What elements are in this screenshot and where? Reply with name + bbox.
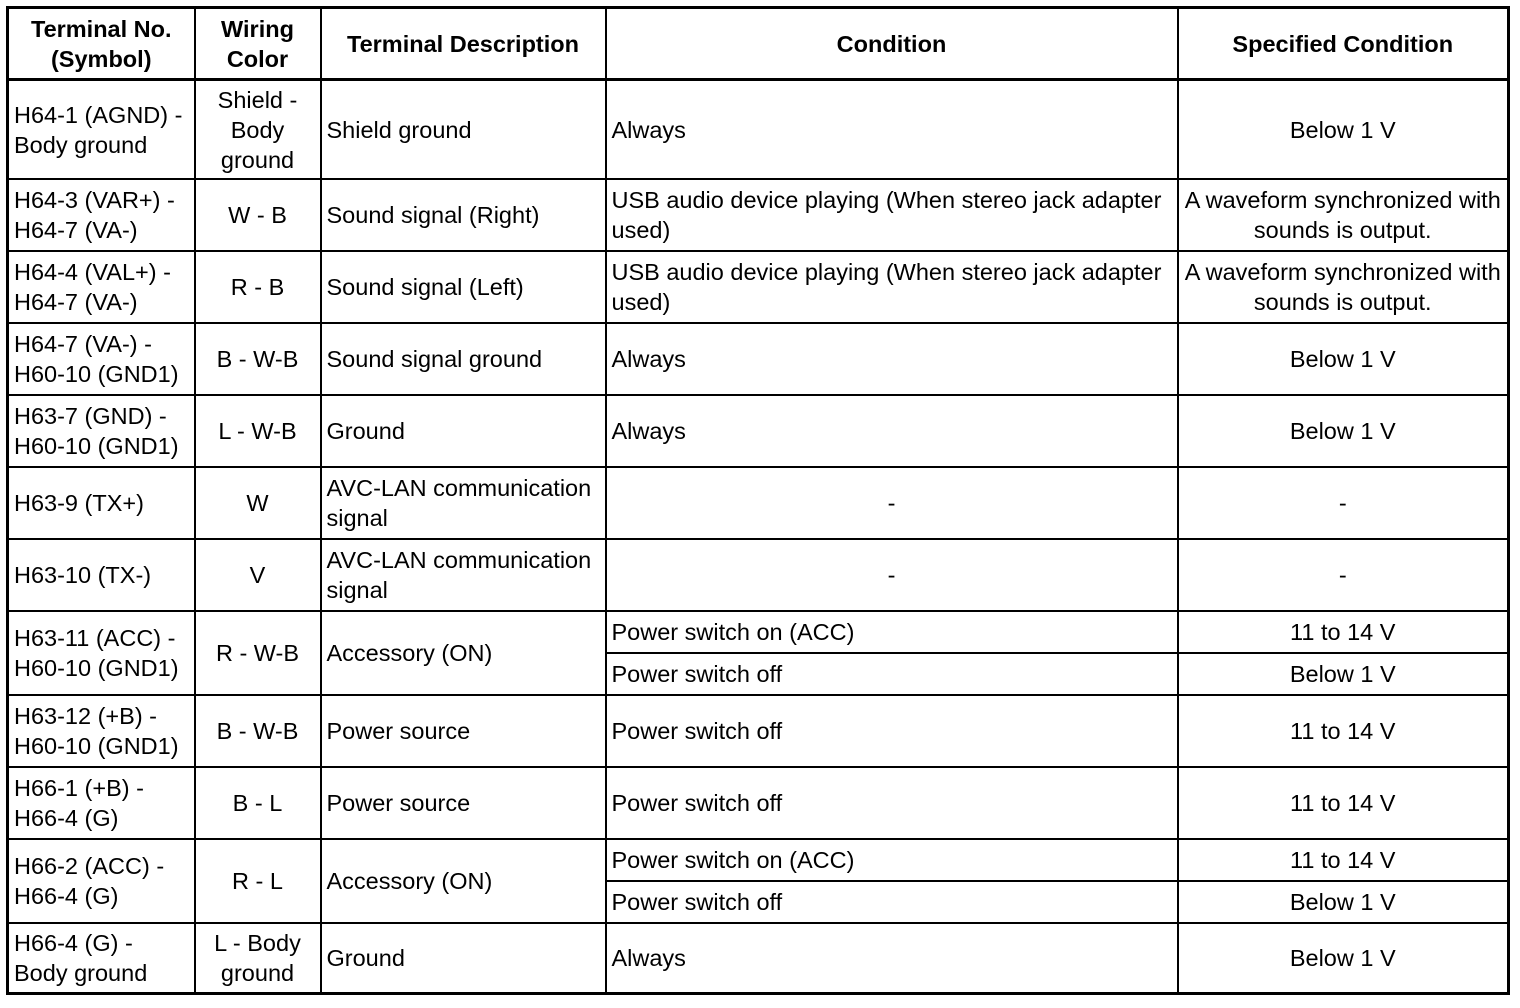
condition-cell: USB audio device playing (When stereo jack adapter used) [606, 179, 1178, 251]
table-row [8, 611, 1509, 653]
wiring-cell: L - Body ground [195, 923, 321, 994]
condition-cell: - [606, 467, 1178, 539]
specified-cell: A waveform synchronized with sounds is output. [1178, 251, 1509, 323]
wiring-cell: W - B [195, 179, 321, 251]
specified-cell: 11 to 14 V [1178, 611, 1509, 653]
specified-cell: - [1178, 539, 1509, 611]
terminal-cell: H63-9 (TX+) [8, 467, 195, 539]
specified-cell: A waveform synchronized with sounds is output. [1178, 179, 1509, 251]
terminal-cell: H63-11 (ACC) - H60-10 (GND1) [8, 611, 195, 695]
terminal-cell: H64-4 (VAL+) - H64-7 (VA-) [8, 251, 195, 323]
specified-cell: Below 1 V [1178, 323, 1509, 395]
terminal-cell: H66-2 (ACC) - H66-4 (G) [8, 839, 195, 923]
condition-cell: Power switch off [606, 695, 1178, 767]
condition-cell: Power switch on (ACC) [606, 611, 1178, 653]
condition-cell: Power switch on (ACC) [606, 839, 1178, 881]
specified-cell: 11 to 14 V [1178, 839, 1509, 881]
terminal-cell: H64-7 (VA-) - H60-10 (GND1) [8, 323, 195, 395]
table-row [8, 839, 1509, 881]
table-row [8, 80, 1509, 180]
table-row [8, 923, 1509, 994]
specified-cell: Below 1 V [1178, 80, 1509, 180]
condition-cell: Power switch off [606, 767, 1178, 839]
header-wiring-color: Wiring Color [195, 8, 321, 80]
condition-cell: Always [606, 323, 1178, 395]
wiring-cell: Shield - Body ground [195, 80, 321, 180]
terminal-spec-table [6, 6, 1510, 995]
terminal-cell: H66-4 (G) - Body ground [8, 923, 195, 994]
specified-cell: Below 1 V [1178, 395, 1509, 467]
header-specified-condition: Specified Condition [1178, 8, 1509, 80]
wiring-cell: B - W-B [195, 695, 321, 767]
wiring-cell: W [195, 467, 321, 539]
specified-cell: Below 1 V [1178, 653, 1509, 695]
table-row [8, 251, 1509, 323]
terminal-cell: H66-1 (+B) - H66-4 (G) [8, 767, 195, 839]
description-cell: AVC-LAN communication signal [321, 539, 606, 611]
condition-cell: Always [606, 395, 1178, 467]
condition-cell: Power switch off [606, 881, 1178, 923]
description-cell: Sound signal (Right) [321, 179, 606, 251]
condition-cell: USB audio device playing (When stereo jack adapter used) [606, 251, 1178, 323]
specified-cell: 11 to 14 V [1178, 695, 1509, 767]
header-condition: Condition [606, 8, 1178, 80]
description-cell: Accessory (ON) [321, 611, 606, 695]
condition-cell: - [606, 539, 1178, 611]
specified-cell: 11 to 14 V [1178, 767, 1509, 839]
wiring-cell: V [195, 539, 321, 611]
table-row [8, 467, 1509, 539]
condition-cell: Power switch off [606, 653, 1178, 695]
description-cell: AVC-LAN communication signal [321, 467, 606, 539]
condition-cell: Always [606, 923, 1178, 994]
description-cell: Ground [321, 923, 606, 994]
header-terminal: Terminal No. (Symbol) [8, 8, 195, 80]
specified-cell: Below 1 V [1178, 923, 1509, 994]
specified-cell: - [1178, 467, 1509, 539]
description-cell: Sound signal (Left) [321, 251, 606, 323]
specified-cell: Below 1 V [1178, 881, 1509, 923]
wiring-cell: R - L [195, 839, 321, 923]
terminal-cell: H63-7 (GND) - H60-10 (GND1) [8, 395, 195, 467]
description-cell: Accessory (ON) [321, 839, 606, 923]
wiring-cell: R - B [195, 251, 321, 323]
table-row [8, 323, 1509, 395]
header-row [8, 8, 1509, 80]
table-row [8, 695, 1509, 767]
header-terminal-description: Terminal Description [321, 8, 606, 80]
terminal-cell: H64-1 (AGND) - Body ground [8, 80, 195, 180]
description-cell: Power source [321, 767, 606, 839]
wiring-cell: L - W-B [195, 395, 321, 467]
description-cell: Sound signal ground [321, 323, 606, 395]
description-cell: Ground [321, 395, 606, 467]
terminal-cell: H63-10 (TX-) [8, 539, 195, 611]
table-row [8, 179, 1509, 251]
table-row [8, 767, 1509, 839]
table-row [8, 395, 1509, 467]
terminal-cell: H63-12 (+B) - H60-10 (GND1) [8, 695, 195, 767]
condition-cell: Always [606, 80, 1178, 180]
terminal-cell: H64-3 (VAR+) - H64-7 (VA-) [8, 179, 195, 251]
table-row [8, 539, 1509, 611]
wiring-cell: B - L [195, 767, 321, 839]
description-cell: Shield ground [321, 80, 606, 180]
wiring-cell: R - W-B [195, 611, 321, 695]
description-cell: Power source [321, 695, 606, 767]
wiring-cell: B - W-B [195, 323, 321, 395]
